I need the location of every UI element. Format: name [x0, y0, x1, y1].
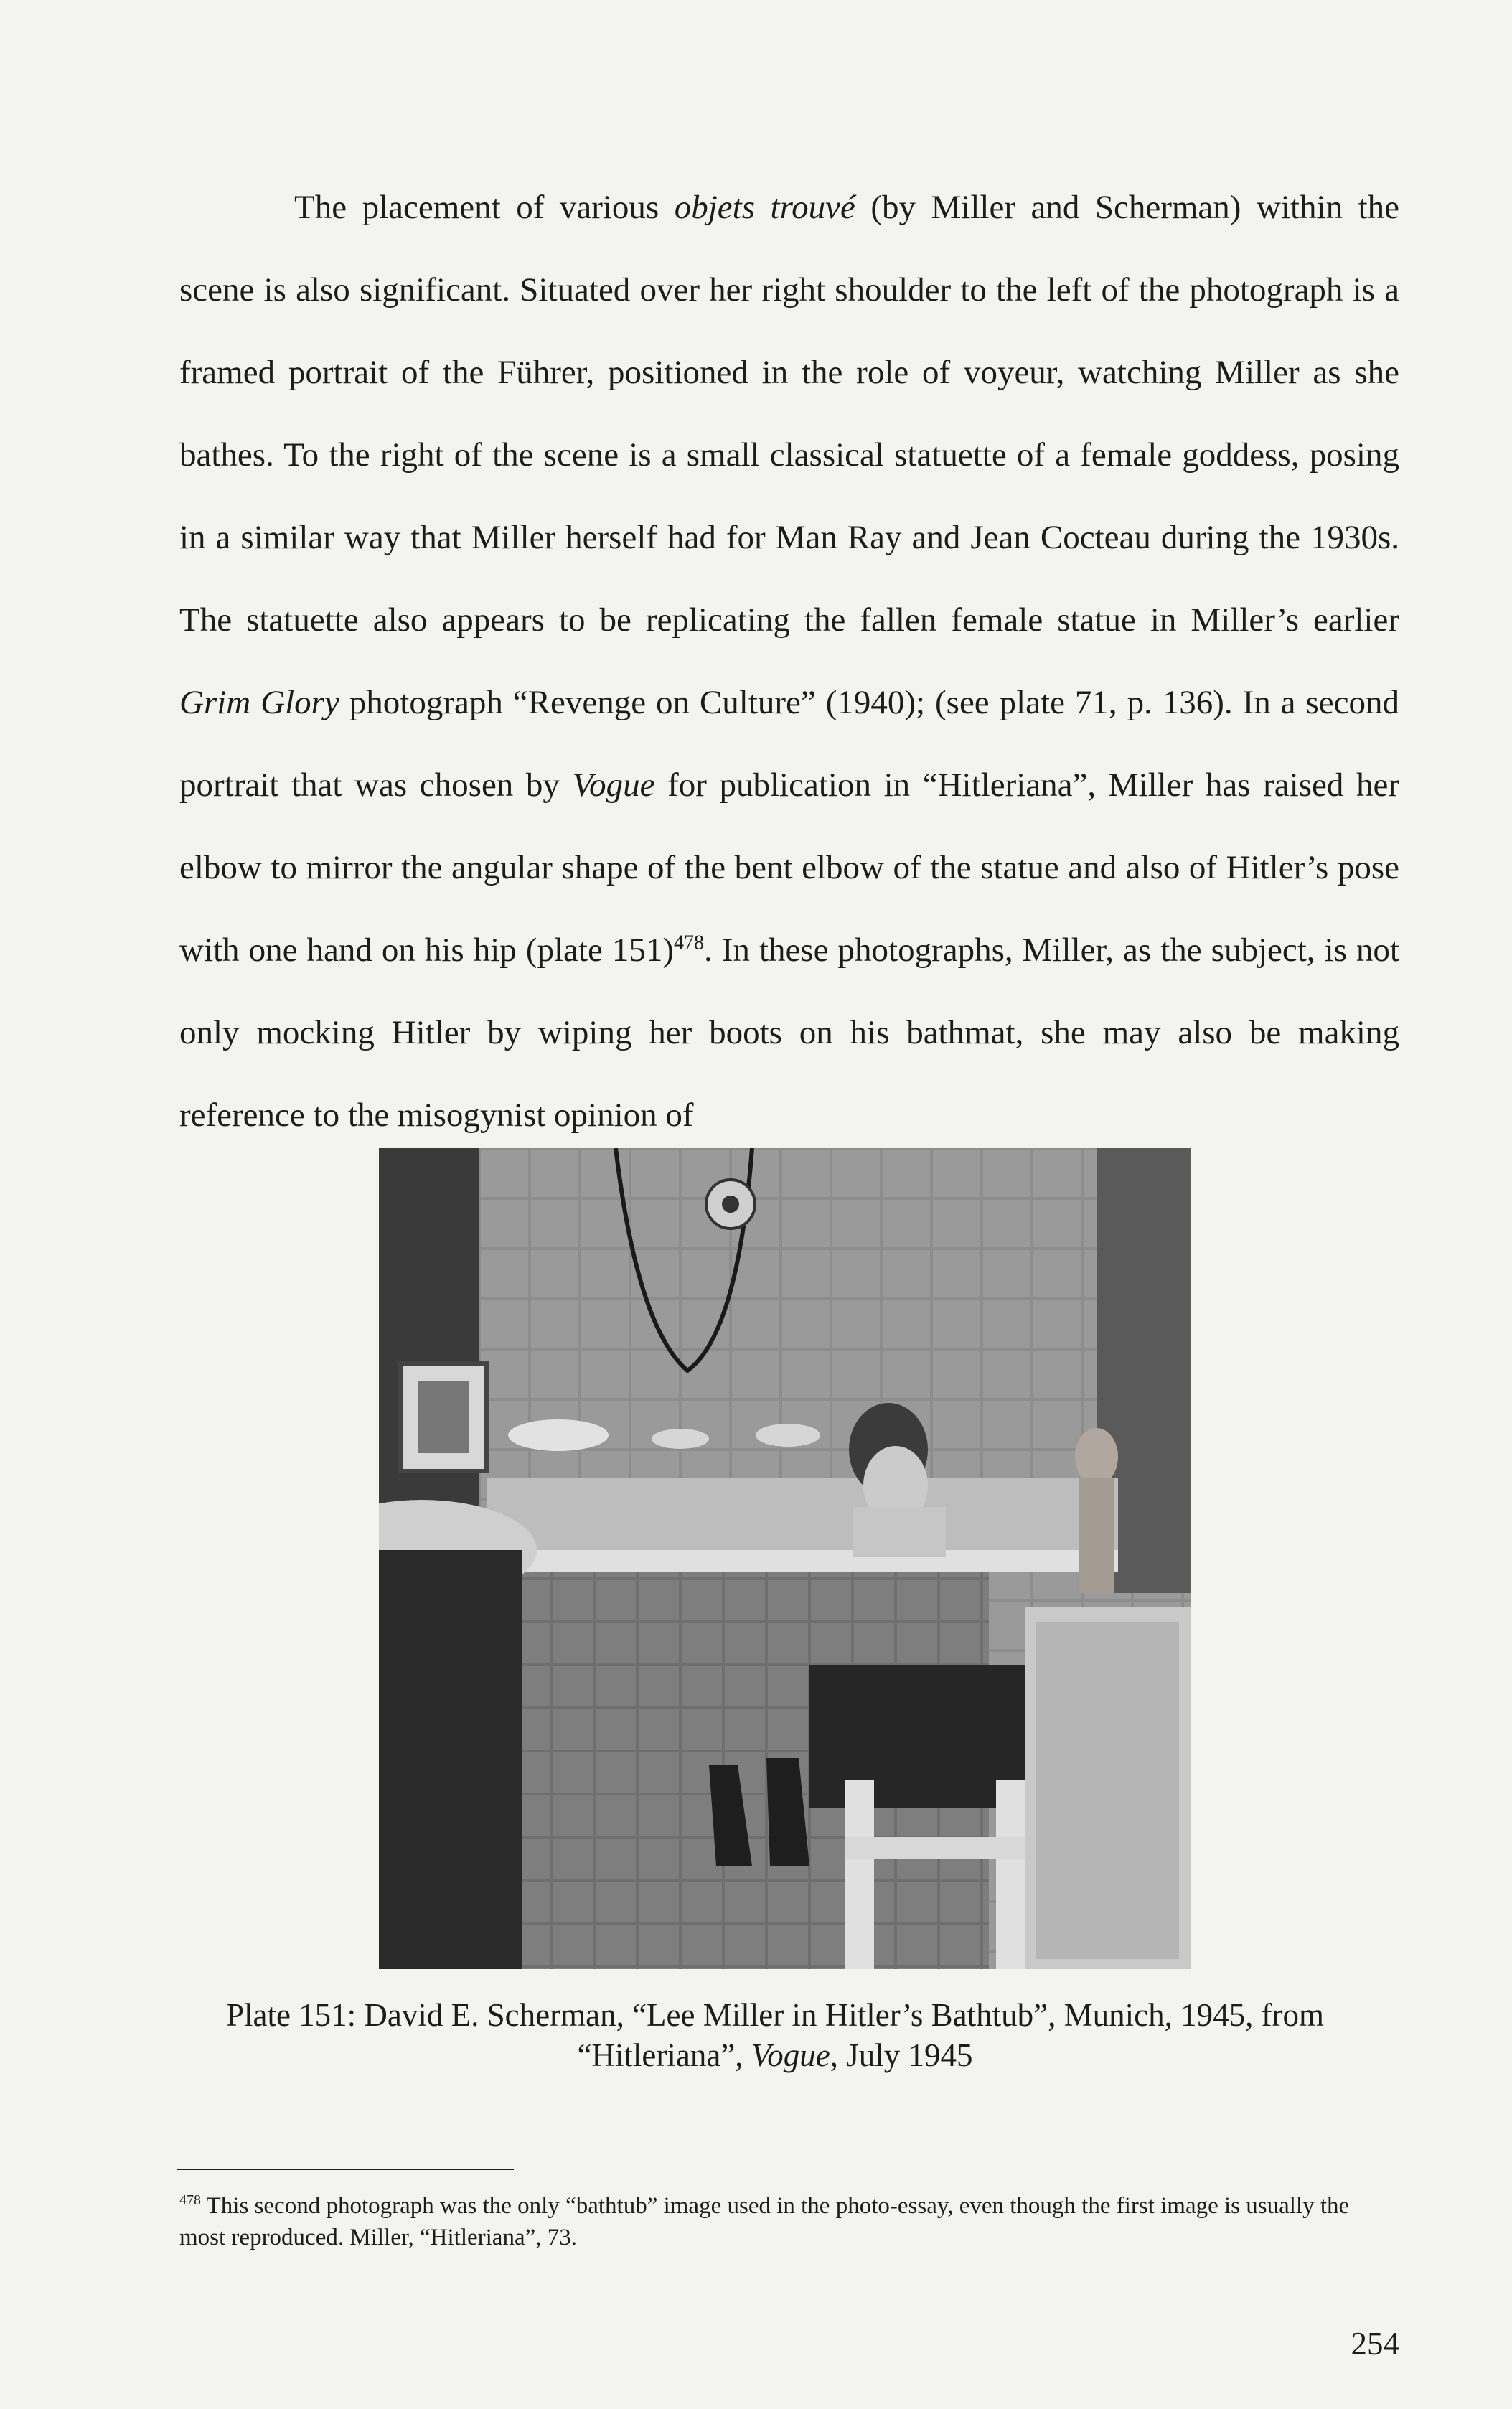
footnote-text: This second photograph was the only “bathtub” image used in the photo-essay, even though the first image is usually the most reproduced. Miller, “Hitleriana”, 73. — [179, 2193, 1350, 2250]
body-text-run: The placement of various — [294, 189, 675, 226]
footnote — [179, 2190, 1399, 2253]
caption-text: , July 1945 — [830, 2037, 973, 2073]
bathtub-photograph — [379, 1148, 1191, 1969]
body-text-run: (by Miller and Scherman) within the scene is also significant. Situated over her right shoulder to the left of the photograph is a framed portrait of the Führer, positioned in the role of voyeur, watching Miller as she bathes. To the right of the scene is a small classical statuette of a female goddess, posing in a similar way that Miller herself had for Man Ray and Jean Cocteau during the 1930s. The statuette also appears to be replicating the fallen female statue in Miller’s earlier — [179, 189, 1400, 639]
body-text-run: for publication in “Hitleriana”, Miller has raised her elbow to mirror the angular shape of the bent elbow of the statue and also of Hitler’s pose with one hand on his hip (plate 151) — [179, 766, 1400, 969]
page-number: 254 — [1351, 2326, 1399, 2362]
caption-italic-title: Vogue — [751, 2037, 830, 2073]
footnote-reference: 478 — [674, 931, 704, 954]
body-paragraph — [179, 166, 1399, 1157]
body-text-run: photograph “Revenge on Culture” (1940); (see plate 71, p. 136). In a second portrait that was chosen by — [179, 684, 1399, 804]
italic-term: objets trouvé — [674, 189, 855, 226]
caption-text: Plate 151: David E. Scherman, “Lee Miller in Hitler’s Bathtub”, Munich, 1945, from “Hitleriana”, — [225, 1997, 1325, 2073]
body-text — [179, 166, 1399, 1157]
footnote-divider — [177, 2169, 514, 2170]
body-text-run: . In these photographs, Miller, as the subject, is not only mocking Hitler by wiping her boots on his bathmat, she may also be making reference to the misogynist opinion of — [179, 931, 1399, 1134]
footnote-number: 478 — [179, 2192, 201, 2208]
italic-title: Vogue — [572, 766, 655, 804]
figure-caption — [158, 1995, 1392, 2075]
italic-title: Grim Glory — [179, 684, 339, 721]
